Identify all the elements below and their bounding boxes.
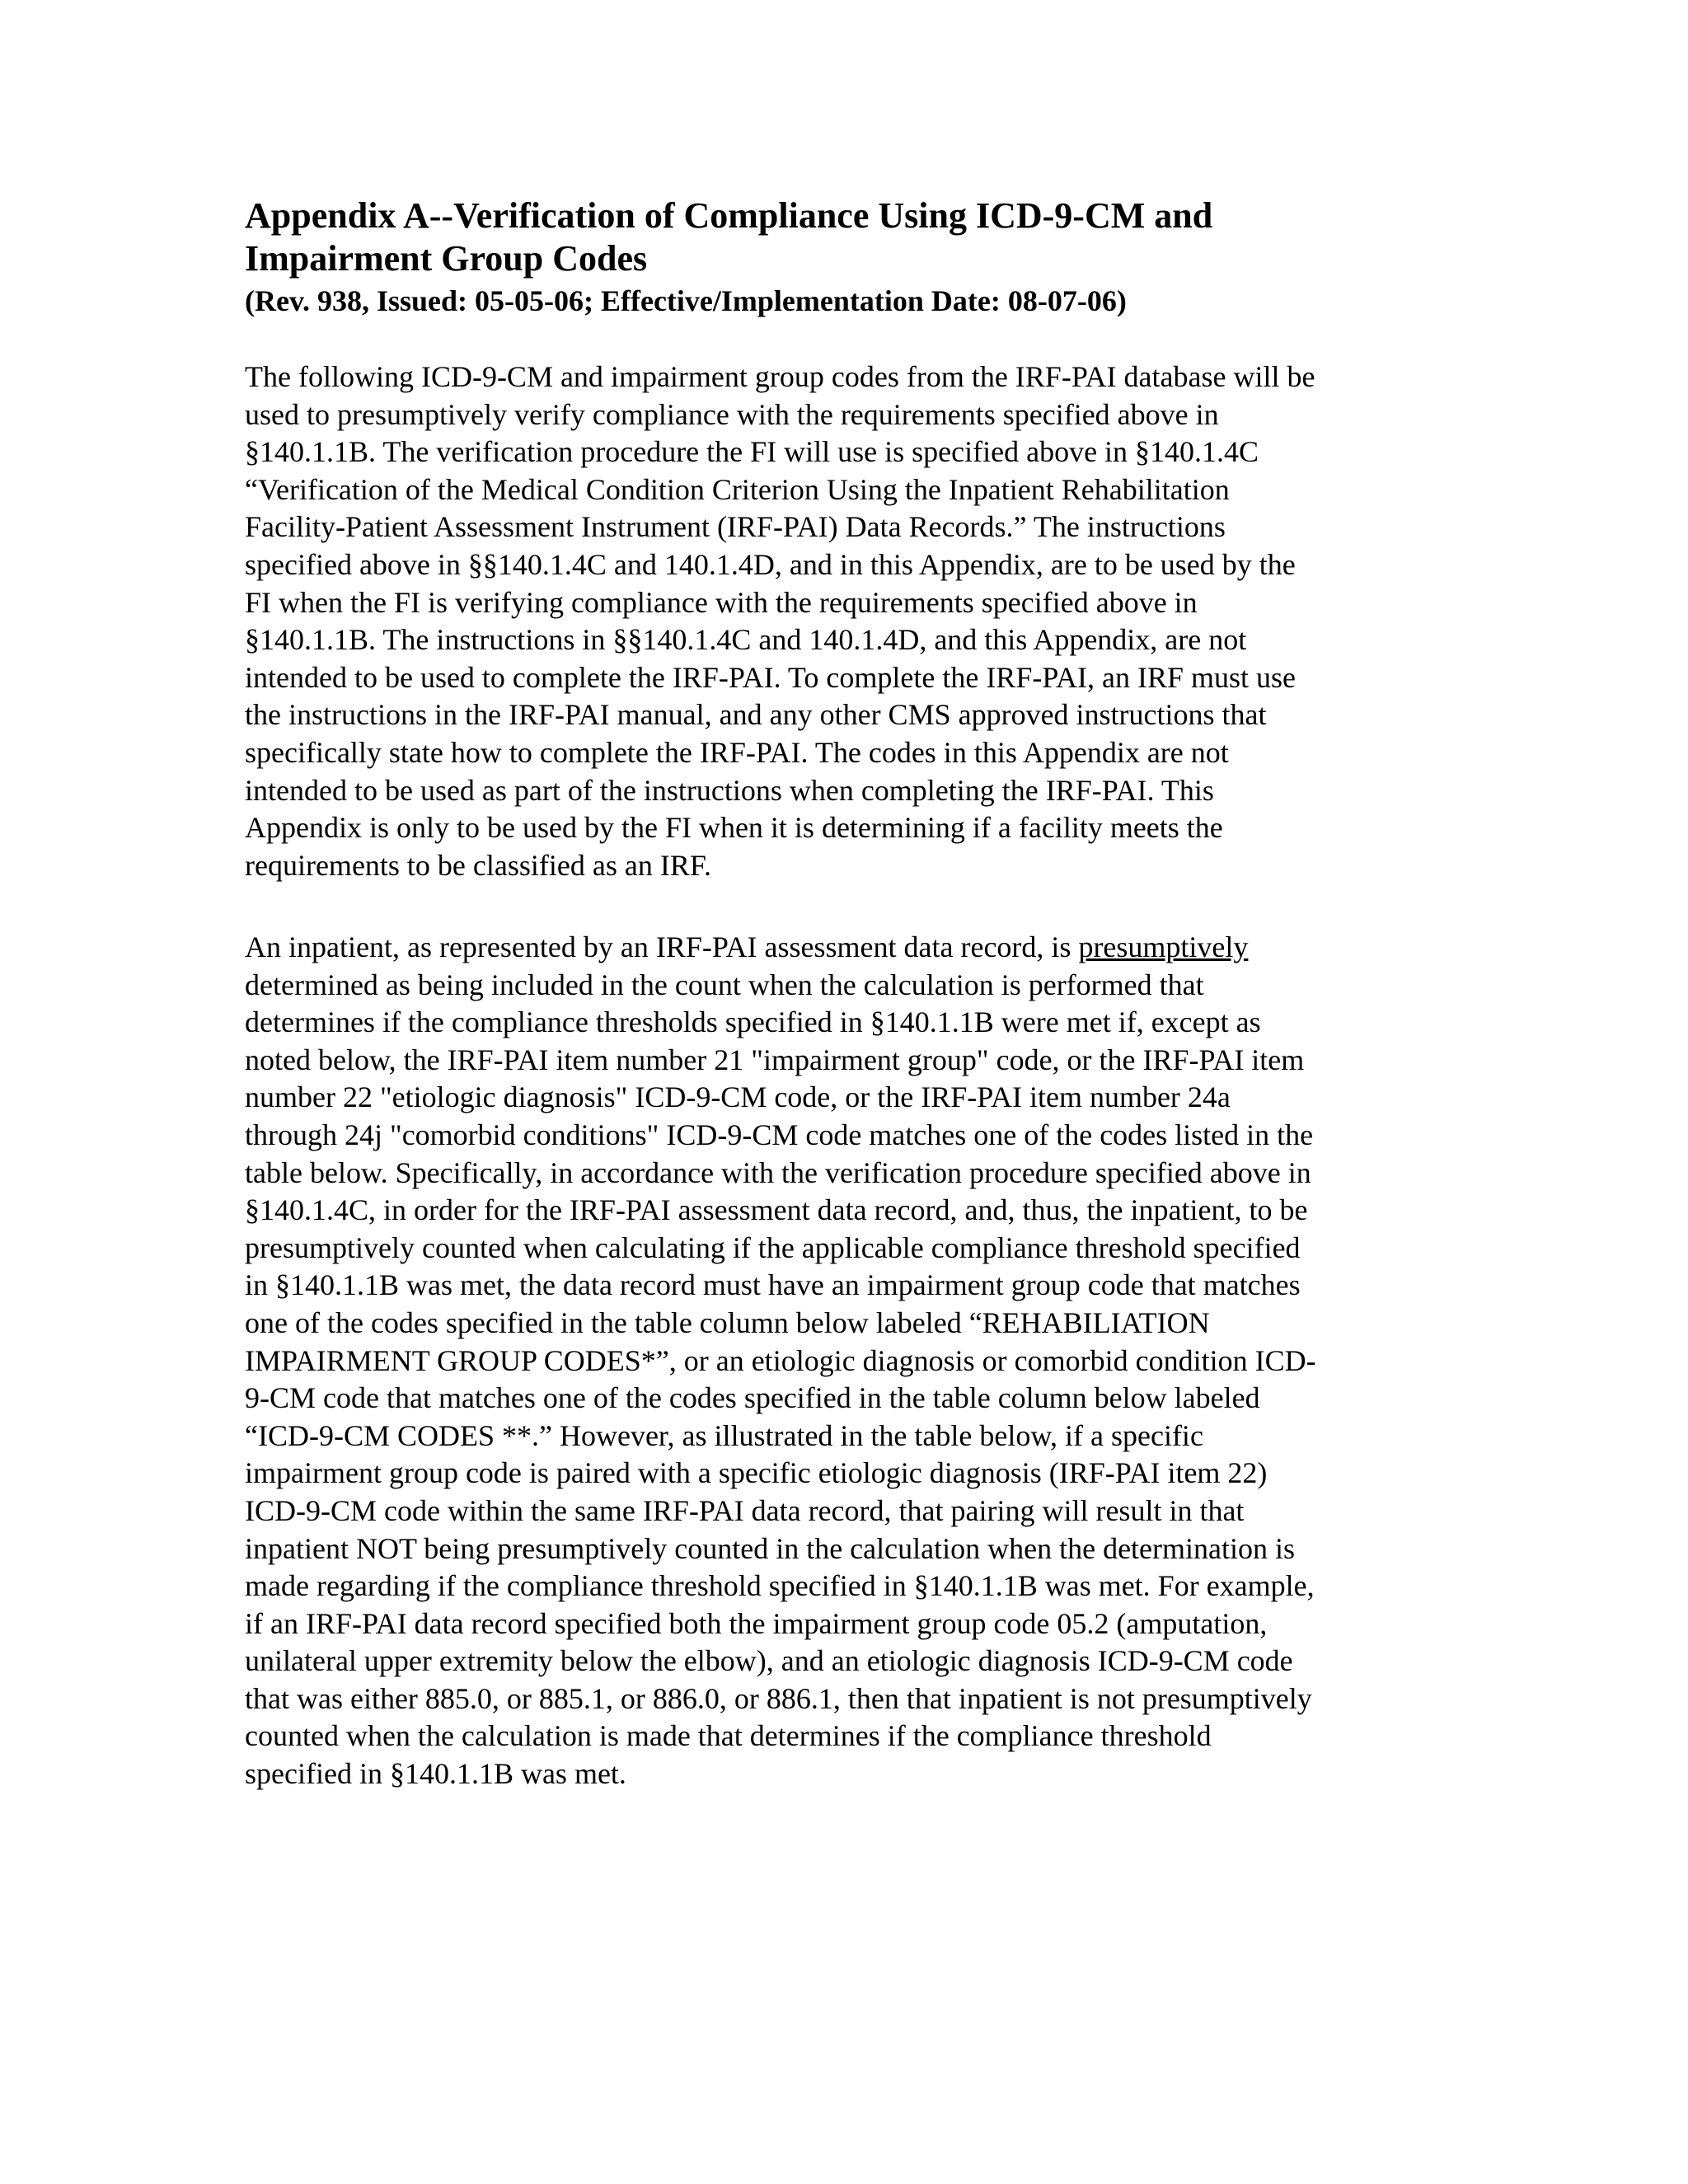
- paragraph-line: table below. Specifically, in accordance with the verification procedure specified above in: [245, 1155, 1311, 1189]
- paragraph-line: determines if the compliance thresholds specified in §140.1.1B were met if, except as: [245, 1005, 1261, 1039]
- paragraph-line: §140.1.1B. The verification procedure the FI will use is specified above in §140.1.4C: [245, 435, 1259, 469]
- appendix-title: [245, 194, 1448, 280]
- underlined-term: presumptively: [1078, 930, 1249, 963]
- paragraph-line: unilateral upper extremity below the elbow), and an etiologic diagnosis ICD-9-CM code: [245, 1644, 1293, 1678]
- revision-note: (Rev. 938, Issued: 05-05-06; Effective/Implementation Date: 08-07-06): [245, 284, 1127, 317]
- paragraph-line: Facility-Patient Assessment Instrument (IRF-PAI) Data Records.” The instructions: [245, 510, 1226, 544]
- paragraph-line: specified in §140.1.1B was met.: [245, 1757, 626, 1791]
- paragraph-line: IMPAIRMENT GROUP CODES*”, or an etiologic diagnosis or comorbid condition ICD-: [245, 1343, 1316, 1377]
- paragraph-line: [245, 929, 1316, 967]
- paragraph-line: intended to be used as part of the instructions when completing the IRF-PAI. This: [245, 773, 1214, 807]
- paragraph-line: presumptively counted when calculating if the applicable compliance threshold specified: [245, 1230, 1301, 1264]
- paragraph-line: The following ICD-9-CM and impairment group codes from the IRF-PAI database will be: [245, 360, 1315, 393]
- paragraph-line: number 22 "etiologic diagnosis" ICD-9-CM code, or the IRF-PAI item number 24a: [245, 1080, 1231, 1114]
- title-line: Appendix A--Verification of Compliance Using ICD-9-CM and: [245, 195, 1213, 236]
- intro-paragraph: [245, 359, 1315, 884]
- paragraph-line: in §140.1.1B was met, the data record must have an impairment group code that matches: [245, 1268, 1301, 1302]
- paragraph-line: if an IRF-PAI data record specified both the impairment group code 05.2 (amputation,: [245, 1606, 1268, 1640]
- paragraph-line: §140.1.1B. The instructions in §§140.1.4C and 140.1.4D, and this Appendix, are not: [245, 623, 1247, 657]
- paragraph-line: “ICD-9-CM CODES **.” However, as illustrated in the table below, if a specific: [245, 1418, 1203, 1452]
- paragraph-line: specifically state how to complete the IRF-PAI. The codes in this Appendix are not: [245, 735, 1229, 769]
- paragraph-line: made regarding if the compliance threshold specified in §140.1.1B was met. For example,: [245, 1569, 1315, 1603]
- paragraph-line: ICD-9-CM code within the same IRF-PAI data record, that pairing will result in that: [245, 1493, 1245, 1527]
- document-page: [245, 194, 1448, 1791]
- paragraph-line: requirements to be classified as an IRF.: [245, 848, 711, 882]
- paragraph-line: inpatient NOT being presumptively counted in the calculation when the determination is: [245, 1531, 1296, 1565]
- paragraph-line: counted when the calculation is made that determines if the compliance threshold: [245, 1719, 1212, 1753]
- paragraph-line: intended to be used to complete the IRF-PAI. To complete the IRF-PAI, an IRF must use: [245, 660, 1296, 694]
- paragraph-line: the instructions in the IRF-PAI manual, and any other CMS approved instructions that: [245, 698, 1267, 732]
- paragraph-line: Appendix is only to be used by the FI when it is determining if a facility meets the: [245, 811, 1223, 845]
- paragraph-line: 9-CM code that matches one of the codes specified in the table column below labeled: [245, 1381, 1260, 1415]
- paragraph-line: FI when the FI is verifying compliance with the requirements specified above in: [245, 585, 1198, 619]
- inpatient-paragraph: [245, 929, 1316, 1793]
- paragraph-line: one of the codes specified in the table column below labeled “REHABILIATION: [245, 1305, 1210, 1339]
- line-text: An inpatient, as represented by an IRF-PAI assessment data record, is: [245, 930, 1079, 963]
- paragraph-line: noted below, the IRF-PAI item number 21 "impairment group" code, or the IRF-PAI item: [245, 1043, 1305, 1076]
- paragraph-line: determined as being included in the count when the calculation is performed that: [245, 968, 1204, 1001]
- paragraph-line: through 24j "comorbid conditions" ICD-9-CM code matches one of the codes listed in the: [245, 1118, 1314, 1151]
- paragraph-line: that was either 885.0, or 885.1, or 886.0, or 886.1, then that inpatient is not presumptively: [245, 1681, 1312, 1715]
- title-line: Impairment Group Codes: [245, 238, 648, 279]
- paragraph-line: §140.1.4C, in order for the IRF-PAI assessment data record, and, thus, the inpatient, to be: [245, 1193, 1308, 1227]
- paragraph-line: specified above in §§140.1.4C and 140.1.4D, and in this Appendix, are to be used by the: [245, 547, 1296, 581]
- paragraph-line: impairment group code is paired with a specific etiologic diagnosis (IRF-PAI item 22): [245, 1456, 1268, 1490]
- paragraph-line: used to presumptively verify compliance with the requirements specified above in: [245, 397, 1219, 431]
- paragraph-line: “Verification of the Medical Condition Criterion Using the Inpatient Rehabilitation: [245, 472, 1230, 506]
